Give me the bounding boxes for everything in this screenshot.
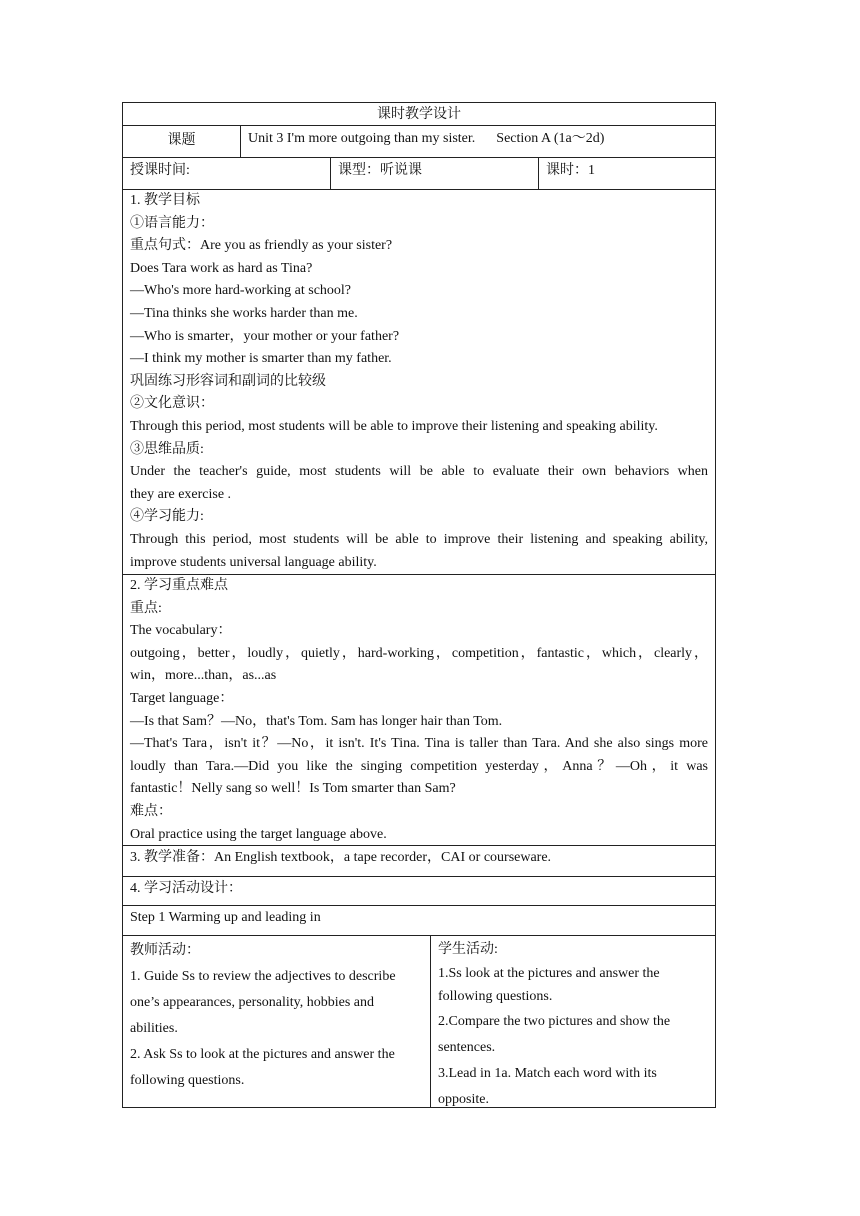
- activity-design-title: 4. 学习活动设计：: [130, 881, 242, 896]
- teacher-activity-line: 教师活动：: [130, 943, 200, 958]
- key-points-line: 2. 学习重点难点: [130, 578, 228, 593]
- objectives-line: ②文化意识：: [130, 396, 214, 412]
- table-title: 课时教学设计: [122, 102, 716, 126]
- objectives-line: 重点句式：Are you as friendly as your sister?: [130, 238, 393, 254]
- key-points-line: Target language：: [130, 690, 234, 706]
- objectives-line: 巩固练习形容词和副词的比较级: [130, 373, 326, 389]
- student-activity-line: opposite.: [438, 1091, 489, 1107]
- teacher-activity-line: following questions.: [130, 1073, 245, 1088]
- teaching-time-label: 授课时间:: [123, 158, 331, 189]
- topic-value: Unit 3 I'm more outgoing than my sister. Section A (1a～2d): [248, 131, 605, 146]
- objectives-line: Does Tara work as hard as Tina?: [130, 260, 313, 276]
- objectives-line: improve students universal language ability.: [130, 554, 377, 570]
- meta-row: [122, 158, 716, 190]
- topic-row: [122, 126, 716, 158]
- topic-label: 课题: [123, 126, 241, 157]
- key-points-line: 难点：: [130, 803, 172, 819]
- lesson-type-label: 课型：听说课: [331, 158, 539, 189]
- key-points-line: The vocabulary：: [130, 623, 232, 639]
- key-points-line: 重点:: [130, 600, 162, 616]
- objectives-line: ③思维品质:: [130, 441, 204, 457]
- objectives-section: [122, 190, 716, 575]
- student-activities: [431, 936, 715, 1107]
- student-activity-line: 1.Ss look at the pictures and answer the: [438, 965, 660, 981]
- teacher-activity-line: one’s appearances, personality, hobbies and: [130, 995, 375, 1010]
- activities-row: [122, 936, 716, 1108]
- objectives-line: Through this period, most students will be able to improve their listening and speaking ability,: [130, 531, 708, 547]
- key-points-line: Oral practice using the target language above.: [130, 826, 387, 842]
- objectives-line: —I think my mother is smarter than my father.: [130, 351, 392, 367]
- objectives-line: 1. 教学目标: [130, 193, 200, 208]
- key-points-line: loudly than Tara.—Did you like the singing competition yesterday，Anna？—Oh，it was: [130, 758, 708, 774]
- teacher-activities: [123, 936, 431, 1107]
- objectives-line: —Who's more hard-working at school?: [130, 283, 352, 299]
- objectives-line: Under the teacher's guide, most students will be able to evaluate their own behaviors when: [130, 464, 708, 480]
- key-points-line: win，more...than，as...as: [130, 668, 277, 684]
- teacher-activity-line: 2. Ask Ss to look at the pictures and answer the: [130, 1047, 395, 1062]
- period-label: 课时：1: [546, 163, 595, 178]
- student-activity-line: 3.Lead in 1a. Match each word with its: [438, 1065, 657, 1081]
- objectives-line: they are exercise .: [130, 486, 232, 502]
- key-points-line: fantastic！Nelly sang so well！Is Tom smarter than Sam?: [130, 781, 456, 797]
- student-activity-line: following questions.: [438, 989, 553, 1004]
- key-points-section: [122, 575, 716, 846]
- objectives-line: —Tina thinks she works harder than me.: [130, 305, 358, 321]
- objectives-line: ④学习能力:: [130, 509, 204, 525]
- student-activity-line: sentences.: [438, 1039, 496, 1055]
- lesson-plan-table: [122, 102, 716, 1108]
- objectives-line: —Who is smarter，your mother or your father?: [130, 328, 400, 344]
- student-activity-line: 2.Compare the two pictures and show the: [438, 1013, 671, 1029]
- objectives-line: ①语言能力：: [130, 215, 214, 231]
- preparation-text: 3. 教学准备：An English textbook，a tape recorder，CAI or courseware.: [130, 850, 552, 865]
- preparation-row: [122, 846, 716, 877]
- step1-row: [122, 906, 716, 936]
- teacher-activity-line: abilities.: [130, 1021, 178, 1036]
- activity-design-row: [122, 877, 716, 906]
- objectives-line: Through this period, most students will be able to improve their listening and speaking ability.: [130, 418, 658, 434]
- teacher-activity-line: 1. Guide Ss to review the adjectives to describe: [130, 969, 396, 984]
- step1-title: Step 1 Warming up and leading in: [130, 910, 321, 925]
- key-points-line: —That's Tara，isn't it？—No，it isn't. It's Tina. Tina is taller than Tara. And she also sings more: [130, 736, 708, 752]
- key-points-line: —Is that Sam？—No，that's Tom. Sam has longer hair than Tom.: [130, 713, 503, 729]
- key-points-line: outgoing，better，loudly，quietly，hard-working，competition，fantastic，which，clearly，: [130, 645, 708, 661]
- student-activity-line: 学生活动:: [438, 942, 498, 957]
